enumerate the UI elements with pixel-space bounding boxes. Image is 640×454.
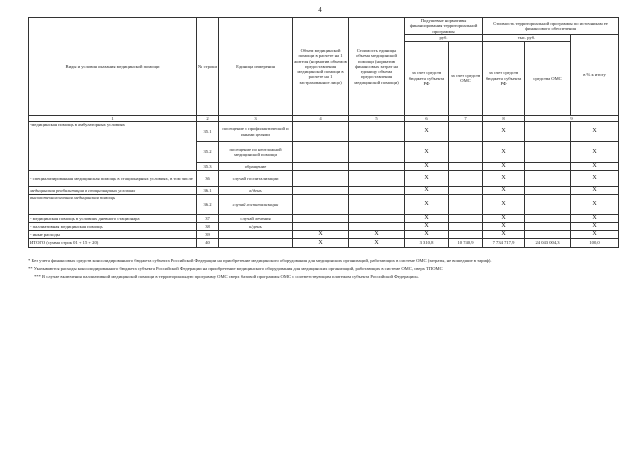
cell-x: X (571, 195, 619, 215)
row-type-name: - медицинская помощь в условиях дневного стационара (29, 215, 197, 223)
cell-x: X (483, 231, 525, 239)
row-number: 39 (197, 231, 219, 239)
row-type-name: - иные расходы (29, 231, 197, 239)
row-unit: посещение с профилактической и иными целями (219, 122, 293, 142)
col-index: 5 (349, 115, 405, 121)
cell-x: X (405, 195, 449, 215)
header-budget-rf: за счет средств бюджета субъекта РФ (405, 41, 449, 115)
row-unit: обращение (219, 163, 293, 171)
cell-x: X (405, 215, 449, 223)
col-index: 1 (29, 115, 197, 121)
total-budget-cost: 7 734 717,9 (483, 239, 525, 248)
header-volume: Объем медицинской помощи в расчете на 1 жителя (норматив объемов предоставления медицинской помощи в расчете на 1 застрахованное лицо) (293, 18, 349, 116)
cell-x: X (405, 171, 449, 187)
cell-x: X (571, 171, 619, 187)
cell-x: X (293, 239, 349, 248)
cell-x: X (483, 142, 525, 163)
cell-x: X (405, 163, 449, 171)
table-row (29, 223, 619, 231)
cell-x: X (483, 171, 525, 187)
cell-x: X (571, 231, 619, 239)
row-type-name: - специализированная медицинская помощь в стационарных условиях, в том числе (29, 171, 197, 187)
cell-x: X (349, 231, 405, 239)
footnote: ** Указываются расходы консолидированного бюджета субъекта Российской Федерации на приобретение медицинского оборудования для медицинских организаций, работающих в системе ОМС, сверх ТПОМС (28, 266, 443, 272)
cell-x: X (571, 215, 619, 223)
table-row (29, 187, 619, 195)
cell-x: X (405, 122, 449, 142)
col-index: 7 (449, 115, 483, 121)
row-number: 36.2 (197, 195, 219, 215)
cell-x: X (293, 231, 349, 239)
cell-x: X (571, 122, 619, 142)
cell-x: X (483, 187, 525, 195)
row-number: 40 (197, 239, 219, 248)
row-unit: посещение по неотложной медицинской помощи (219, 142, 293, 163)
header-budget-rf-2: за счет средств бюджета субъекта РФ (483, 41, 525, 115)
header-total-cost: Стоимость территориальной программы по источникам ее финансового обеспечения (483, 18, 619, 35)
footnote: * Без учета финансовых средств консолидированного бюджета субъекта Российской Федерации на приобретение медицинского оборудования для медицинских организаций, работающих в системе ОМС (затраты, не вошедшие в тариф). (28, 258, 492, 263)
row-number: 37 (197, 215, 219, 223)
col-index: 3 (219, 115, 293, 121)
cell-x: X (571, 163, 619, 171)
table-row (29, 215, 619, 223)
cell-x: X (483, 223, 525, 231)
total-row (29, 239, 619, 248)
cell-x: X (483, 195, 525, 215)
header-types: Виды и условия оказания медицинской помощи (29, 18, 197, 116)
footnotes (28, 258, 618, 283)
cell-x: X (405, 223, 449, 231)
row-unit: к/день (219, 223, 293, 231)
table-row (29, 171, 619, 187)
header-oms: за счет средств ОМС (449, 41, 483, 115)
cell-x: X (571, 187, 619, 195)
row-unit: случай лечения (219, 215, 293, 223)
row-number: 36 (197, 171, 219, 187)
territorial-program-cost-table (28, 17, 619, 248)
cell-x: X (571, 223, 619, 231)
row-number: 35.2 (197, 142, 219, 163)
table-row (29, 195, 619, 215)
table-row (29, 122, 619, 142)
total-oms-per-capita: 10 740,9 (449, 239, 483, 248)
cell-x: X (405, 231, 449, 239)
row-unit: к/день (219, 187, 293, 195)
header-unit: Единица измерения (219, 18, 293, 116)
cell-x: X (483, 163, 525, 171)
cell-x: X (571, 142, 619, 163)
table-row (29, 231, 619, 239)
row-unit (219, 231, 293, 239)
footnote: *** В случае включения паллиативной медицинской помощи в территориальную программу ОМС сверх базовой программы ОМС с соответствующим платежом субъекта Российской Федерации». (34, 274, 420, 280)
row-type-name: -медицинская помощь в амбулаторных условиях (29, 122, 197, 171)
page-number: 4 (318, 6, 322, 14)
col-index: 4 (293, 115, 349, 121)
header-row-no: № строки (197, 18, 219, 116)
col-index: 2 (197, 115, 219, 121)
cell-x: X (405, 187, 449, 195)
total-budget-per-capita: 3 310,8 (405, 239, 449, 248)
header-thous-rub: тыс. руб. (483, 34, 571, 41)
col-index: 9 (525, 115, 619, 121)
header-per-capita: Подушевые нормативы финансирования территориальной программы (405, 18, 483, 35)
row-number: 35.1 (197, 122, 219, 142)
total-label: ИТОГО (сумма строк 01 + 15 + 20) (29, 239, 197, 248)
total-percent: 100,0 (571, 239, 619, 248)
row-type-name: высокотехнологичная медицинская помощь (29, 195, 197, 215)
col-index: 6 (405, 115, 449, 121)
row-unit: случай госпитализации (219, 195, 293, 215)
cell-x: X (483, 215, 525, 223)
header-pct: в % к итогу (571, 34, 619, 115)
row-number: 36.1 (197, 187, 219, 195)
header-cost: Стоимость единицы объема медицинской помощи (норматив финансовых затрат на единицу объема предоставления медицинской помощи) (349, 18, 405, 116)
header-rub: руб. (405, 34, 483, 41)
col-index: 8 (483, 115, 525, 121)
row-type-name: медицинская реабилитация в стационарных условиях (29, 187, 197, 195)
row-unit: случай госпитализации (219, 171, 293, 187)
row-number: 38 (197, 223, 219, 231)
header-oms-funds: средства ОМС (525, 41, 571, 115)
cell-x: X (405, 142, 449, 163)
row-number: 35.3 (197, 163, 219, 171)
row-type-name: - паллиативная медицинская помощь (29, 223, 197, 231)
cell-x: X (483, 122, 525, 142)
cell-x: X (349, 239, 405, 248)
total-oms-cost: 24 043 004,3 (525, 239, 571, 248)
